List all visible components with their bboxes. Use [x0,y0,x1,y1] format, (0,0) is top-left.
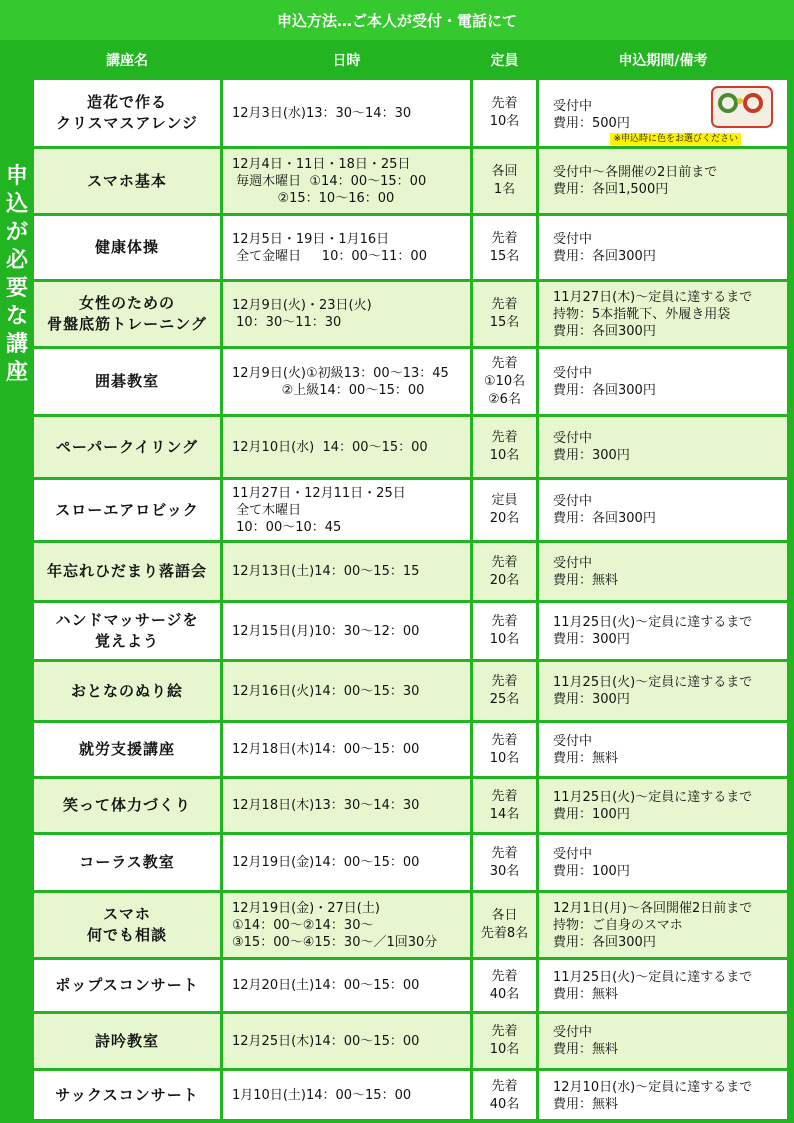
cell-line: 費用：500円 [553,116,630,131]
cell-line: 20名 [489,511,520,526]
side-label-char: な [5,304,28,329]
cell-line: 笑って体力づくり [62,796,191,814]
cell-line: 11月25日(火)〜定員に達するまで [553,675,753,690]
bottom-bar [0,1119,794,1123]
cell-line: 毎週木曜日 ①14：00〜15：00 [232,173,427,189]
course-date [223,835,473,893]
course-capacity [473,1071,539,1123]
cell-line: スマホ基本 [87,171,167,190]
course-note [539,480,790,543]
color-selection-notice: ※申込時に色をお選びください [610,133,741,145]
cell-line: 受付中 [553,494,593,509]
cell-line: 覚えよう [94,632,159,650]
header-date: 日時 [223,40,473,80]
course-date [223,779,473,835]
course-note [539,282,790,349]
course-row [34,662,790,723]
cell-line: 40名 [489,986,520,1002]
cell-line: 先着 [491,1078,518,1094]
course-note [539,779,790,835]
course-capacity [473,1014,539,1071]
cell-line: 持物：ご自身のスマホ [553,917,683,933]
cell-line: 費用：各回1,500円 [553,182,669,197]
cell-line: ②上級14：00〜15：00 [232,382,425,398]
cell-line: 11月27日・12月11日・25日 [232,485,406,501]
cell-line: クリスマスアレンジ [55,114,199,132]
cell-line: 先着 [491,230,518,246]
side-label-char: 込 [5,192,28,217]
header-name: 講座名 [34,40,223,80]
cell-line: 骨盤底筋トレーニング [47,315,207,333]
course-name [34,80,223,149]
course-capacity [473,960,539,1014]
course-note [539,603,790,662]
course-name [34,835,223,893]
course-date [223,417,473,480]
cell-line: コーラス教室 [79,853,175,871]
course-date [223,1014,473,1071]
cell-line: 12月18日(木)14：00〜15：00 [232,742,420,757]
cell-line: 12月1日(月)〜各回開催2日前まで [553,900,753,916]
cell-line: 10名 [489,632,520,647]
cell-line: 先着 [491,430,518,445]
cell-line: サックスコンサート [55,1086,199,1104]
cell-line: ポップスコンサート [55,976,199,994]
cell-line: スマホ [103,905,151,923]
course-date [223,723,473,779]
course-name [34,216,223,282]
side-label-char: が [5,220,28,245]
cell-line: 12月3日(水)13：30〜14：30 [232,105,412,121]
course-row [34,417,790,480]
cell-line: 費用：各回300円 [553,248,656,264]
cell-line: 各日 [491,908,518,923]
cell-line: 10：30〜11：30 [232,315,342,330]
course-date [223,349,473,417]
cell-line: 10名 [489,750,520,766]
course-date [223,282,473,349]
course-capacity [473,893,539,960]
course-row [34,893,790,960]
wreath-photo-icon [711,86,773,128]
course-row [34,149,790,216]
cell-line: 12月15日(月)10：30〜12：00 [232,623,420,639]
cell-line: 先着 [491,297,518,312]
cell-line: 1名 [493,182,516,197]
cell-line: 費用：300円 [553,448,630,463]
course-name [34,1071,223,1123]
wreath-shape [737,98,743,104]
cell-line: 何でも相談 [86,926,167,944]
cell-line: 就労支援講座 [78,740,175,758]
course-name [34,662,223,723]
cell-line: 受付中 [553,555,593,571]
application-method-banner: 申込方法…ご本人が受付・電話にて [0,0,794,40]
side-label-char: 講 [5,332,28,357]
course-note [539,149,790,216]
cell-line: 費用：無料 [553,750,619,766]
course-row [34,960,790,1014]
course-date [223,149,473,216]
course-note [539,893,790,960]
course-row [34,603,790,662]
cell-line: 費用：300円 [553,632,630,647]
header-note: 申込期間/備考 [539,40,790,80]
cell-line: 各回 [491,164,518,179]
cell-line: 20名 [489,572,520,588]
course-capacity [473,149,539,216]
cell-line: 受付中 [553,365,593,381]
cell-line: 10：00〜10：45 [232,519,342,535]
cell-line: 健康体操 [94,238,159,256]
cell-line: ハンドマッサージを [55,611,199,629]
cell-line: 先着8名 [480,926,529,941]
course-capacity [473,835,539,893]
cell-line: 25名 [489,692,520,707]
cell-line: 定員 [491,493,518,508]
cell-line: 受付中 [553,1025,593,1040]
cell-line: 先着 [491,1024,518,1039]
course-name [34,893,223,960]
cell-line: 囲碁教室 [94,372,159,390]
cell-line: 費用：100円 [553,863,630,879]
side-label-char: 必 [5,248,28,273]
cell-line: 12月9日(火)・23日(火) [232,298,372,313]
cell-line: 11月25日(火)〜定員に達するまで [553,789,753,805]
course-date [223,960,473,1014]
course-name [34,960,223,1014]
cell-line: 年忘れひだまり落語会 [46,562,207,580]
cell-line: 受付中 [553,733,593,749]
course-date [223,603,473,662]
cell-line: 12月10日(水) 14：00〜15：00 [232,439,428,455]
course-row [34,1071,790,1123]
cell-line: 12月5日・19日・1月16日 [232,231,390,247]
course-capacity [473,480,539,543]
course-name [34,779,223,835]
course-note [539,1014,790,1071]
course-note [539,835,790,893]
course-date [223,543,473,603]
cell-line: 12月13日(土)14：00〜15：15 [232,564,420,579]
cell-line: ①14：00〜②14：30〜 [232,917,374,933]
cell-line: 10名 [489,114,520,129]
course-capacity [473,662,539,723]
course-capacity [473,216,539,282]
course-note [539,417,790,480]
course-capacity [473,779,539,835]
cell-line: 費用：300円 [553,692,630,707]
course-row [34,543,790,603]
cell-line: 14名 [489,806,520,822]
cell-line: 先着 [491,968,518,984]
cell-line: 先着 [491,554,518,570]
course-capacity [473,80,539,149]
course-row [34,723,790,779]
side-label-char: 要 [5,276,28,301]
course-date [223,662,473,723]
cell-line: 先着 [491,845,518,861]
course-note [539,960,790,1014]
cell-line: 受付中 [553,231,593,247]
course-name [34,349,223,417]
course-row [34,282,790,349]
cell-line: 15名 [489,315,520,330]
cell-line: 費用：無料 [553,986,619,1002]
side-label-char: 座 [5,360,28,385]
cell-line: 10名 [489,1042,520,1057]
cell-line: ペーパークイリング [55,437,199,456]
cell-line: 全て金曜日 10：00〜11：00 [232,248,427,264]
course-row [34,835,790,893]
cell-line: 30名 [489,863,520,879]
cell-line: 12月9日(火)①初級13：00〜13：45 [232,365,449,381]
course-name [34,543,223,603]
cell-line: 先着 [491,355,518,371]
course-capacity [473,723,539,779]
course-capacity [473,543,539,603]
course-date [223,216,473,282]
cell-line: 受付中〜各開催の2日前まで [553,165,718,180]
cell-line: 先着 [491,732,518,748]
cell-line: 費用：各回300円 [553,511,656,526]
cell-line: ②6名 [488,391,521,407]
side-label-char: 申 [5,164,28,189]
course-capacity [473,282,539,349]
cell-line: 費用：各回300円 [553,382,656,398]
course-row [34,349,790,417]
course-name [34,480,223,543]
header-row [34,40,790,80]
cell-line: 持物：5本指靴下、外履き用袋 [553,306,731,322]
course-note [539,80,790,149]
cell-line: 受付中 [553,846,593,862]
course-note [539,216,790,282]
course-note [539,349,790,417]
course-date [223,1071,473,1123]
course-row [34,1014,790,1071]
course-name [34,282,223,349]
cell-line: 15名 [489,248,520,264]
cell-line: 12月19日(金)・27日(土) [232,900,380,916]
cell-line: 造花で作る [86,93,167,111]
cell-line: 費用：各回300円 [553,323,656,339]
wreath-shape [718,93,738,113]
cell-line: 12月4日・11日・18日・25日 [232,156,411,172]
cell-line: 12月19日(金)14：00〜15：00 [232,855,420,870]
cell-line: 11月25日(火)〜定員に達するまで [553,615,753,630]
course-name [34,149,223,216]
course-capacity [473,417,539,480]
cell-line: 詩吟教室 [94,1031,159,1050]
course-row [34,80,790,149]
course-row [34,480,790,543]
cell-line: スローエアロビック [55,500,199,519]
cell-line: 費用：無料 [553,572,619,588]
course-date [223,80,473,149]
cell-line: 費用：無料 [553,1042,619,1057]
cell-line: 11月27日(木)〜定員に達するまで [553,289,753,305]
cell-line: 先着 [491,788,518,804]
cell-line: 40名 [489,1096,520,1112]
course-note [539,1071,790,1123]
cell-line: 12月25日(木)14：00〜15：00 [232,1033,420,1049]
cell-line: 受付中 [553,99,593,114]
course-note [539,662,790,723]
cell-line: 10名 [489,448,520,463]
cell-line: 先着 [491,96,518,111]
cell-line: 全て木曜日 [232,502,302,518]
cell-line: ③15：00〜④15：30〜／1回30分 [232,934,438,950]
cell-line: 費用：100円 [553,806,630,822]
course-name [34,723,223,779]
course-date [223,893,473,960]
cell-line: 受付中 [553,431,593,446]
cell-line: 費用：各回300円 [553,934,656,950]
cell-line: 先着 [491,674,518,689]
side-label [0,40,34,1120]
cell-line: 先着 [491,614,518,629]
cell-line: ②15：10〜16：00 [232,190,395,206]
course-name [34,1014,223,1071]
header-capacity: 定員 [473,40,539,80]
course-capacity [473,603,539,662]
course-name [34,603,223,662]
course-date [223,480,473,543]
wreath-shape [743,93,763,113]
cell-line: 1月10日(土)14：00〜15：00 [232,1088,412,1103]
cell-line: おとなのぬり絵 [70,681,183,700]
cell-line: 12月16日(火)14：00〜15：30 [232,683,420,699]
course-note [539,543,790,603]
cell-line: 12月20日(土)14：00〜15：00 [232,978,420,993]
cell-line: ①10名 [483,373,526,389]
course-capacity [473,349,539,417]
cell-line: 12月10日(水)〜定員に達するまで [553,1079,753,1095]
course-row [34,779,790,835]
cell-line: 費用：無料 [553,1096,619,1112]
course-table [34,40,790,1123]
course-row [34,216,790,282]
course-name [34,417,223,480]
cell-line: 12月18日(木)13：30〜14：30 [232,798,420,813]
course-note [539,723,790,779]
cell-line: 女性のための [78,294,175,312]
cell-line: 11月25日(火)〜定員に達するまで [553,969,753,985]
